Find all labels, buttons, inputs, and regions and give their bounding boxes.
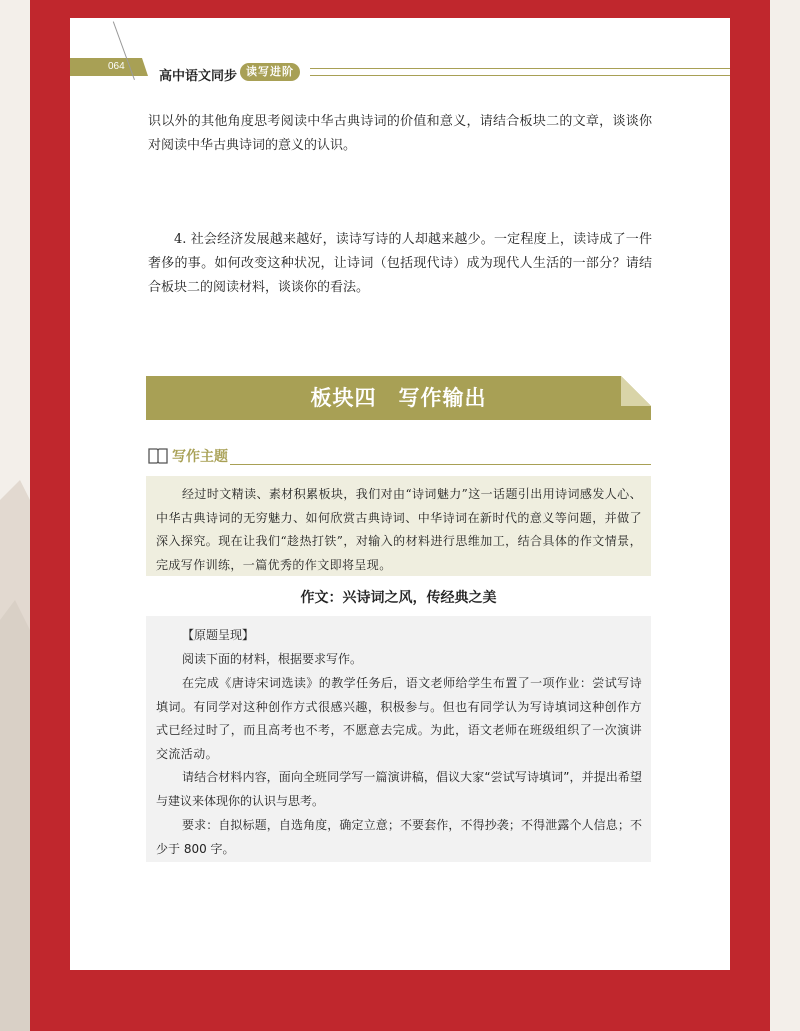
subheading-rule <box>230 464 651 465</box>
book-title: 高中语文同步 <box>159 69 238 84</box>
book-page <box>70 18 730 970</box>
section-title: 板块四 写作输出 <box>310 386 487 410</box>
prompt-requirements: 要求：自拟标题，自选角度，确定立意；不要套作，不得抄袭；不得泄露个人信息；不少于 800 字。 <box>156 818 642 856</box>
paragraph-continued: 识以外的其他角度思考阅读中华古典诗词的价值和意义，请结合板块二的文章，谈谈你对阅读中华古典诗词的意义的认识。 <box>148 114 652 153</box>
header-rule <box>310 68 730 76</box>
question-4: 4. 社会经济发展越来越好，读诗写诗的人却越来越少。一定程度上，读诗成了一件奢侈的事。如何改变这种状况，让诗词（包括现代诗）成为现代人生活的一部分？请结合板块二的阅读材料，谈谈你的看法。 <box>148 232 652 295</box>
essay-title: 作文：兴诗词之风，传经典之美 <box>300 590 497 606</box>
prompt-material: 在完成《唐诗宋词选读》的教学任务后，语文老师给学生布置了一项作业：尝试写诗填词。有同学对这种创作方式很感兴趣，积极参与。但也有同学认为写诗填词这种创作方式已经过时了，而且高考也不考，不愿意去完成。为此，语文老师在班级组织了一次演讲交流活动。 <box>156 676 642 761</box>
intro-text: 经过时文精读、素材积累板块，我们对由“诗词魅力”这一话题引出用诗词感发人心、中华古典诗词的无穷魅力、如何欣赏古典诗词、中华诗词在新时代的意义等问题，并做了深入探究。现在让我们“趁热打铁”，对输入的材料进行思维加工，结合具体的作文情景，完成写作训练，一篇优秀的作文即将呈现。 <box>156 487 642 572</box>
prompt-label: 【原题呈现】 <box>182 628 255 642</box>
subheading: 写作主题 <box>172 449 228 465</box>
prompt-instruction: 阅读下面的材料，根据要求写作。 <box>182 652 363 666</box>
page-number: 064 <box>108 61 125 72</box>
series-badge: 读写进阶 <box>240 63 300 81</box>
prompt-task: 请结合材料内容，面向全班同学写一篇演讲稿，倡议大家“尝试写诗填词”，并提出希望与建议来体现你的认识与思考。 <box>156 770 642 808</box>
book-icon <box>148 447 168 464</box>
